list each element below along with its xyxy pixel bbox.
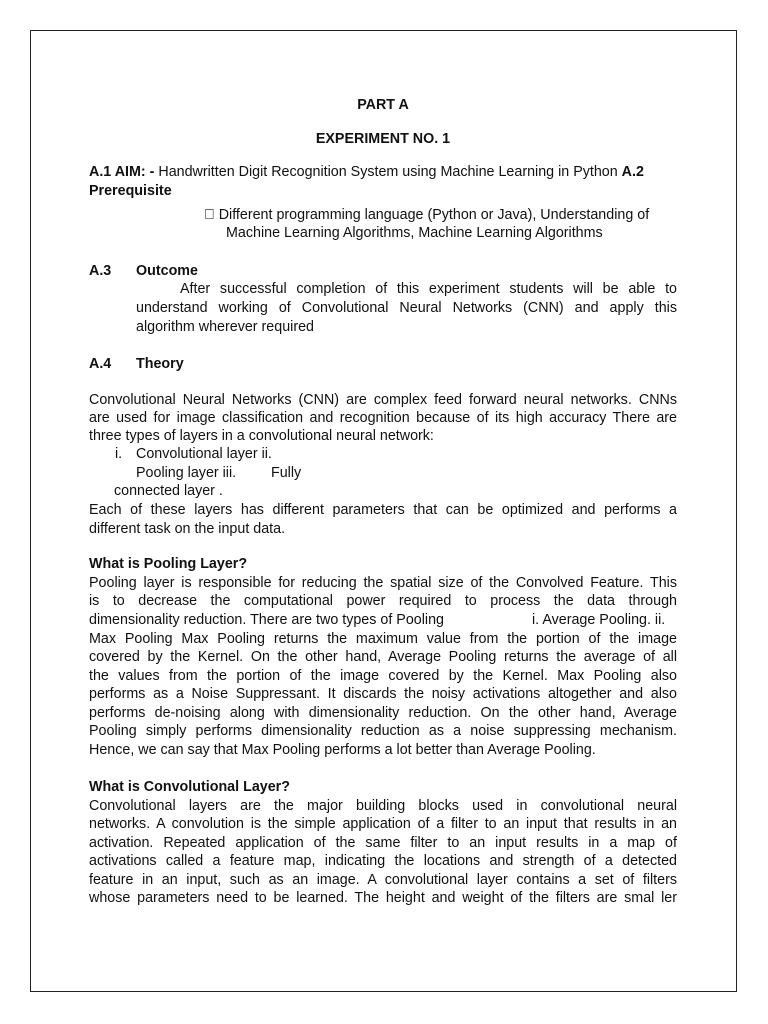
theory-p1-line-3: three types of layers in a convolutional neural network: xyxy=(89,428,434,444)
theory-number: A.4 xyxy=(89,356,112,372)
a2-label: A.2 xyxy=(621,164,644,180)
pooling-line-tail: i. Average Pooling. ii. xyxy=(532,612,666,628)
list-item-3: connected layer . xyxy=(114,483,223,499)
aim-line xyxy=(89,163,644,181)
pooling-line: Pooling simply performs dimensionality reduction as a noise suppressing mechanism. xyxy=(89,723,677,739)
pooling-line: dimensionality reduction. There are two types of Pooling xyxy=(89,612,444,628)
outcome-line-3: algorithm wherever required xyxy=(136,319,314,335)
aim-text: Handwritten Digit Recognition System using Machine Learning in Python xyxy=(154,164,622,180)
theory-title: Theory xyxy=(136,356,184,372)
theory-p1-line-2: are used for image classification and recognition because of its high accuracy There are xyxy=(89,410,677,426)
list-item-number: i. xyxy=(115,446,123,462)
theory-p1-line-1: Convolutional Neural Networks (CNN) are complex feed forward neural networks. CNNs xyxy=(89,392,677,408)
outcome-line-1: After successful completion of this experiment students will be able to xyxy=(180,281,677,297)
outcome-title: Outcome xyxy=(136,263,198,279)
pooling-heading: What is Pooling Layer? xyxy=(89,556,248,572)
pooling-line: covered by the Kernel. On the other hand, Average Pooling returns the average of all xyxy=(89,649,677,665)
convolutional-line: activations called a feature map, indicating the locations and strength of a detected xyxy=(89,853,677,869)
pooling-line: Max Pooling Max Pooling returns the maximum value from the portion of the image xyxy=(89,631,677,647)
experiment-title: EXPERIMENT NO. 1 xyxy=(315,131,451,147)
list-item-2: Pooling layer iii. xyxy=(136,465,237,481)
bullet-icon xyxy=(204,207,215,223)
prerequisite-line-1: Different programming language (Python or Java), Understanding of xyxy=(204,207,635,223)
aim-label: A.1 AIM: - xyxy=(89,164,155,180)
convolutional-line: whose parameters need to be learned. The height and weight of the filters are smal ler xyxy=(89,890,677,906)
pooling-line: performs as a Noise Suppressant. It discards the noisy activations altogether and also xyxy=(89,686,677,702)
convolutional-heading: What is Convolutional Layer? xyxy=(89,779,290,795)
theory-p2-line-2: different task on the input data. xyxy=(89,521,286,537)
pooling-line: the values from the portion of the image covered by the Kernel. Max Pooling also xyxy=(89,668,677,684)
convolutional-line: networks. A convolution is the simple application of a filter to an input that results in an xyxy=(89,816,677,832)
outcome-line-2: understand working of Convolutional Neural Networks (CNN) and apply this xyxy=(136,300,677,316)
pooling-line: performs de-noising along with dimensionality reduction. On the other hand, Average xyxy=(89,705,677,721)
convolutional-line: activation. Repeated application of the same filter to an input results in a map of xyxy=(89,835,677,851)
outcome-number: A.3 xyxy=(89,263,112,279)
pooling-line: Pooling layer is responsible for reducing the spatial size of the Convolved Feature. This xyxy=(89,575,677,591)
part-title: PART A xyxy=(357,97,409,113)
pooling-line: Hence, we can say that Max Pooling performs a lot better than Average Pooling. xyxy=(89,742,596,758)
prerequisite-line-2: Machine Learning Algorithms, Machine Learning Algorithms xyxy=(226,225,603,241)
theory-p2-line-1: Each of these layers has different parameters that can be optimized and performs a xyxy=(89,502,677,518)
prerequisite-label: Prerequisite xyxy=(89,183,172,199)
list-item-1: Convolutional layer ii. xyxy=(136,446,272,462)
convolutional-line: feature in an input, such as an image. A convolutional layer contains a set of filters xyxy=(89,872,677,888)
pooling-line: is to decrease the computational power required to process the data through xyxy=(89,593,677,609)
list-item-2b: Fully xyxy=(271,465,302,481)
convolutional-line: Convolutional layers are the major building blocks used in convolutional neural xyxy=(89,798,677,814)
